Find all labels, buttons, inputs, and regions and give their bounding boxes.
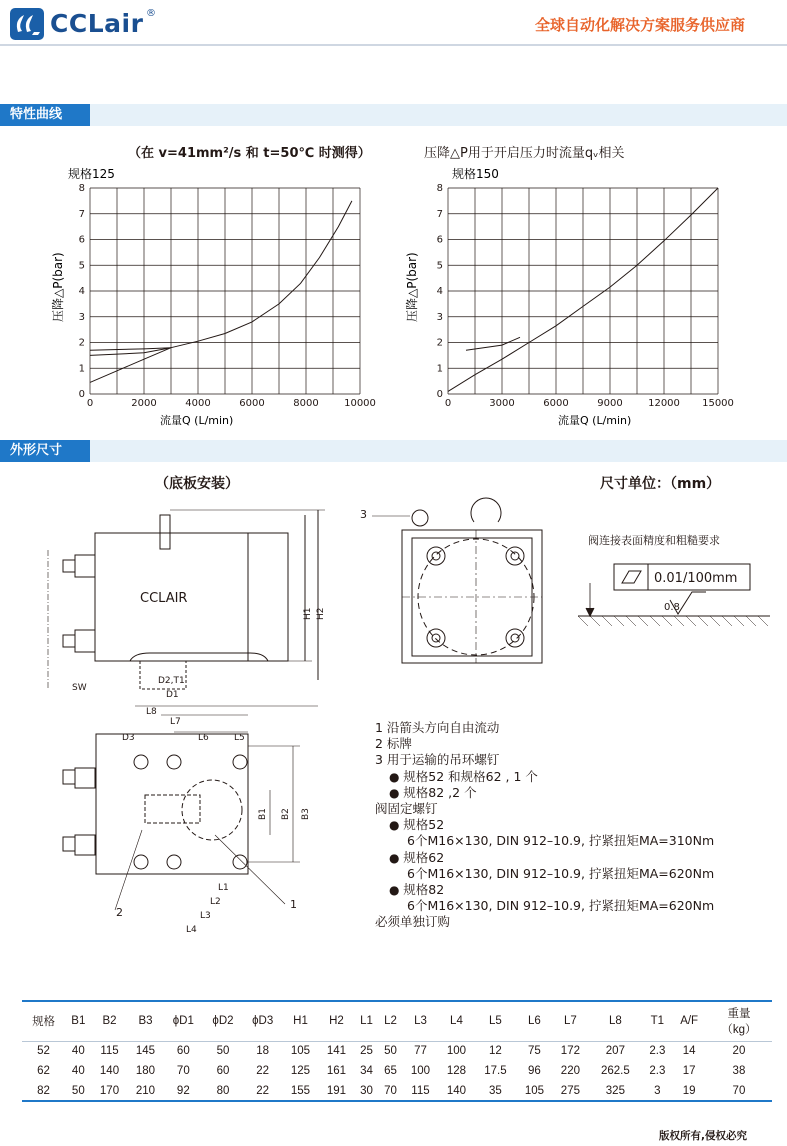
x-tick-label: 6000	[239, 398, 265, 409]
note-text: 6个M16×130, DIN 912–10.9, 拧紧扭矩MA=310Nm	[407, 833, 715, 849]
table-header-cell: T1	[650, 1015, 665, 1028]
table-cell: 180	[135, 1065, 156, 1077]
y-axis-label: 压降△P(bar)	[405, 252, 419, 322]
slogan: 全球自动化解决方案服务供应商	[534, 16, 745, 34]
table-cell: 105	[524, 1084, 544, 1097]
table-cell: 34	[360, 1065, 373, 1077]
table-header-cell: L4	[450, 1015, 463, 1028]
section-title-characteristics: 特性曲线	[0, 104, 90, 126]
table-header-cell: B1	[71, 1015, 86, 1028]
x-tick-label: 9000	[597, 398, 623, 409]
x-tick-label: 2000	[131, 398, 157, 409]
label-sw: SW	[72, 683, 87, 693]
table-cell: 100	[410, 1065, 431, 1077]
table-cell: 141	[326, 1045, 347, 1058]
body-text: CCLAIR	[140, 591, 188, 606]
table-header-cell: B2	[102, 1015, 117, 1028]
chart-title: 规格150	[452, 167, 499, 181]
table-cell: 60	[176, 1045, 190, 1058]
label-l6: L6	[198, 733, 209, 743]
table-header-cell: L8	[608, 1015, 622, 1028]
table-cell: 35	[489, 1084, 502, 1097]
label-b2: B2	[281, 808, 291, 820]
header-rule	[0, 44, 787, 46]
label-l2: L2	[210, 897, 221, 907]
table-cell: 210	[135, 1084, 156, 1097]
table-header-row	[22, 1001, 772, 1041]
table-cell: 172	[560, 1045, 580, 1058]
y-tick-label: 3	[78, 311, 85, 323]
table-cell: 65	[384, 1065, 397, 1077]
label-l3: L3	[200, 911, 211, 921]
table-cell: 70	[176, 1065, 190, 1077]
x-tick-label: 10000	[344, 398, 376, 409]
y-tick-label: 4	[436, 286, 443, 297]
x-tick-label: 0	[444, 398, 452, 409]
y-tick-label: 5	[78, 260, 85, 272]
table-cell: 96	[528, 1065, 541, 1077]
y-tick-label: 1	[78, 363, 85, 375]
label-l5: L5	[234, 733, 245, 743]
table-cell: 191	[326, 1084, 347, 1097]
label-1: 1	[290, 898, 297, 911]
table-header-cell: H2	[329, 1015, 344, 1028]
table-cell: 30	[360, 1084, 373, 1097]
table-cell: 3	[654, 1084, 661, 1097]
label-d1: D1	[166, 690, 179, 700]
table-cell: 80	[216, 1084, 230, 1097]
table-cell: 38	[732, 1065, 746, 1077]
x-tick-label: 12000	[648, 398, 680, 409]
table-cell: 262.5	[600, 1065, 630, 1077]
table-cell: 18	[256, 1045, 270, 1058]
table-cell: 50	[216, 1045, 230, 1058]
note-text: 6个M16×130, DIN 912–10.9, 拧紧扭矩MA=620Nm	[407, 865, 715, 881]
table-cell: 145	[135, 1045, 156, 1058]
tolerance-value: 0.01/100mm	[654, 571, 738, 586]
table-header-cell: L5	[489, 1015, 502, 1028]
note-text: 规格52 和规格62 , 1 个	[403, 768, 538, 784]
note-text: 必须单独订购	[375, 914, 451, 930]
table-header-cell: ϕD2	[212, 1015, 234, 1028]
table-row	[22, 1061, 772, 1081]
chart-condition: （在 v=41mm²/s 和 t=50℃ 时测得）	[128, 146, 371, 161]
bullet-icon: ●	[389, 769, 404, 784]
table-cell: 22	[256, 1084, 270, 1097]
x-tick-label: 0	[86, 398, 94, 409]
y-tick-label: 8	[78, 183, 85, 194]
table-cell: 22	[256, 1065, 270, 1077]
section-bar-dimensions	[0, 440, 787, 462]
table-cell: 14	[682, 1045, 696, 1058]
table-cell: 115	[100, 1045, 119, 1058]
table-cell: 128	[446, 1065, 467, 1077]
table-header-cell: L7	[564, 1015, 577, 1028]
label-h2: H2	[316, 607, 326, 620]
table-cell: 207	[605, 1045, 625, 1058]
note-line	[375, 736, 714, 752]
table-cell: 170	[99, 1084, 120, 1097]
chart-relation: 压降△P用于开启压力时流量qᵥ相关	[424, 146, 625, 161]
y-tick-label: 6	[436, 234, 443, 246]
note-line	[375, 833, 714, 849]
table-cell: 140	[446, 1084, 467, 1097]
unit-label: 尺寸单位：（mm）	[600, 476, 721, 492]
bullet-icon: ●	[389, 785, 404, 800]
x-axis-label: 流量Q (L/min)	[160, 414, 234, 427]
y-tick-label: 6	[78, 234, 85, 246]
table-header-cell: ϕD1	[172, 1015, 194, 1028]
table-cell: 19	[682, 1084, 696, 1097]
table-cell: 2.3	[649, 1065, 666, 1077]
footer-copyright: 版权所有,侵权必究	[659, 1130, 747, 1142]
y-tick-label: 1	[436, 363, 443, 375]
table-cell: 40	[71, 1045, 85, 1058]
bullet-icon: ●	[389, 818, 404, 833]
bullet-icon: ●	[389, 883, 404, 898]
y-tick-label: 2	[78, 337, 85, 349]
y-tick-label: 7	[436, 208, 443, 220]
note-line	[375, 914, 714, 930]
top-view-drawing	[372, 498, 542, 663]
section-title-dimensions: 外形尺寸	[0, 440, 90, 462]
table-cell: 275	[560, 1084, 580, 1097]
table-cell: 50	[384, 1045, 397, 1058]
table-cell: 75	[528, 1045, 541, 1058]
table-cell: 25	[360, 1045, 373, 1058]
table-header-cell: 规格	[32, 1016, 56, 1029]
series-line	[90, 201, 352, 383]
table-cell: 100	[446, 1045, 467, 1058]
label-l1: L1	[218, 883, 229, 893]
registered-mark: ®	[146, 8, 156, 19]
note-line	[375, 882, 714, 898]
y-tick-label: 2	[436, 337, 443, 349]
note-line	[375, 866, 714, 882]
label-d3: D3	[122, 733, 135, 743]
table-cell: 82	[37, 1084, 50, 1097]
table-cell: 20	[732, 1045, 746, 1058]
y-tick-label: 8	[436, 183, 443, 194]
table-header-cell: H1	[293, 1015, 308, 1028]
x-tick-label: 15000	[702, 398, 734, 409]
chart-title: 规格125	[68, 167, 115, 181]
label-l7: L7	[170, 717, 181, 727]
table-header-cell: A/F	[680, 1015, 699, 1028]
table-cell: 40	[71, 1065, 85, 1077]
table-header-cell: L1	[360, 1015, 373, 1028]
y-tick-label: 7	[78, 208, 85, 220]
logo-mark-icon	[10, 8, 44, 40]
label-3: 3	[360, 508, 367, 521]
note-line	[375, 850, 714, 866]
y-tick-label: 5	[436, 260, 443, 272]
x-axis-label: 流量Q (L/min)	[558, 414, 632, 427]
table-cell: 140	[99, 1065, 120, 1077]
chart-size-150	[398, 162, 743, 432]
chart-size-125	[40, 162, 385, 432]
table-cell: 50	[71, 1084, 85, 1097]
note-text: 6个M16×130, DIN 912–10.9, 拧紧扭矩MA=620Nm	[407, 898, 715, 914]
table-cell: 77	[414, 1045, 427, 1058]
note-text: 规格82	[403, 882, 445, 898]
label-l8: L8	[146, 707, 157, 717]
table-row	[22, 1081, 772, 1101]
table-cell: 161	[326, 1065, 347, 1077]
note-line	[375, 720, 714, 736]
note-line	[375, 898, 714, 914]
table-cell: 52	[37, 1045, 50, 1058]
plan-view-drawing	[63, 706, 318, 910]
table-cell: 105	[290, 1045, 311, 1058]
table-cell: 2.3	[649, 1045, 666, 1058]
note-line	[375, 785, 714, 801]
table-header-cell: B3	[138, 1015, 153, 1028]
table-cell: 60	[216, 1065, 230, 1077]
table-cell: 17.5	[484, 1065, 507, 1077]
table-header-cell: L3	[414, 1015, 427, 1028]
table-header-cell: ϕD3	[252, 1015, 274, 1028]
table-cell: 155	[290, 1084, 311, 1097]
table-cell: 92	[176, 1084, 190, 1097]
dimensions-table	[22, 1000, 772, 1102]
table-row	[22, 1041, 772, 1061]
table-cell: 17	[682, 1065, 696, 1077]
table-cell: 220	[560, 1065, 580, 1077]
x-tick-label: 4000	[185, 398, 211, 409]
roughness-value: 0.8	[664, 602, 680, 613]
note-text: 2 标牌	[375, 736, 412, 752]
label-h1: H1	[303, 607, 313, 620]
brand-name: CCLair	[50, 9, 144, 38]
table-cell: 12	[489, 1045, 502, 1058]
note-line	[375, 817, 714, 833]
brand-logo	[10, 6, 160, 42]
note-text: 1 沿箭头方向自由流动	[375, 720, 500, 735]
x-tick-label: 3000	[489, 398, 515, 409]
note-text: 规格52	[403, 817, 445, 833]
y-tick-label: 0	[436, 389, 443, 400]
notes-list	[375, 720, 714, 931]
table-cell: 325	[605, 1084, 625, 1097]
table-header-cell: L6	[528, 1015, 541, 1028]
x-tick-label: 8000	[293, 398, 319, 409]
table-cell: 70	[732, 1084, 746, 1097]
surface-note: 阀连接表面精度和粗糙要求	[588, 534, 720, 547]
table-cell: 70	[384, 1084, 397, 1097]
x-tick-label: 6000	[543, 398, 569, 409]
note-line	[375, 801, 714, 817]
table-cell: 115	[411, 1084, 430, 1097]
section-bar-characteristics	[0, 104, 787, 126]
label-2: 2	[116, 906, 123, 919]
table-header-cell: 重量 （kg）	[721, 1008, 757, 1037]
y-tick-label: 4	[78, 286, 85, 297]
table-header-cell: L2	[384, 1015, 397, 1028]
series-line	[466, 337, 520, 350]
note-text: 规格82 ,2 个	[403, 784, 477, 800]
y-axis-label: 压降△P(bar)	[51, 252, 65, 322]
bullet-icon: ●	[389, 850, 404, 865]
note-text: 3 用于运输的吊环螺钉	[375, 752, 500, 768]
label-d2-t1: D2,T1	[158, 676, 185, 686]
note-line	[375, 769, 714, 785]
note-line	[375, 752, 714, 768]
table-cell: 62	[37, 1065, 50, 1077]
note-text: 阀固定螺钉	[375, 801, 438, 817]
table-cell: 125	[290, 1065, 311, 1077]
note-text: 规格62	[403, 849, 445, 865]
y-tick-label: 3	[436, 311, 443, 323]
y-tick-label: 0	[78, 389, 85, 400]
label-l4: L4	[186, 925, 197, 935]
label-b1: B1	[258, 808, 268, 820]
label-b3: B3	[301, 808, 311, 820]
mount-label: （底板安装）	[155, 476, 239, 492]
